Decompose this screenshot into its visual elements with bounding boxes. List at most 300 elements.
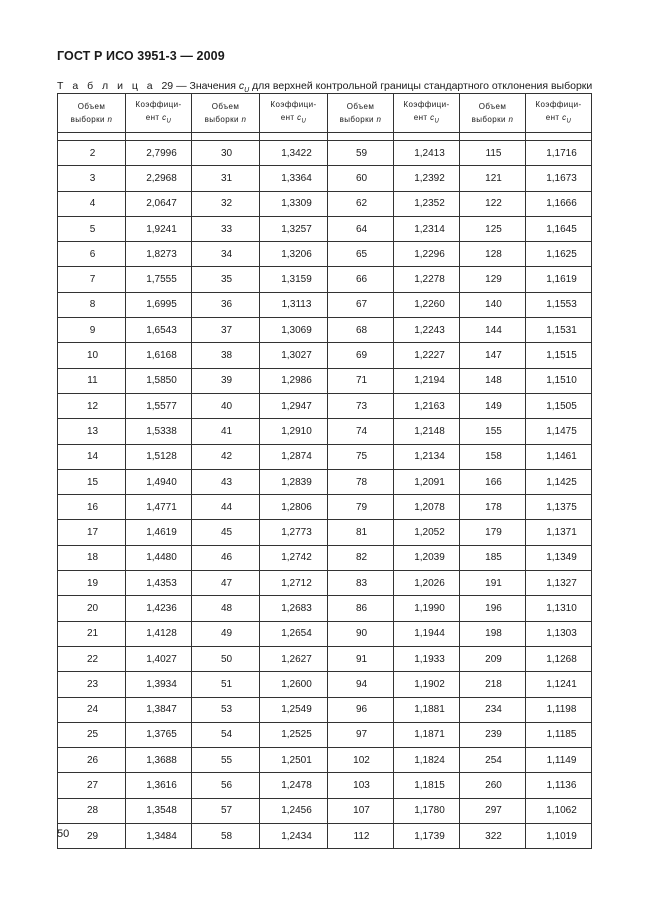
caption-number: 29 xyxy=(161,80,174,92)
sample-size-cell: 20 xyxy=(58,596,126,621)
coefficient-cell: 1,1990 xyxy=(394,596,460,621)
sample-size-cell: 58 xyxy=(192,824,260,849)
coefficient-cell: 1,6995 xyxy=(126,292,192,317)
sample-size-cell: 102 xyxy=(328,748,394,773)
table-row xyxy=(58,824,592,849)
coefficient-cell: 1,5577 xyxy=(126,393,192,418)
table-row xyxy=(58,318,592,343)
coefficient-cell: 1,3206 xyxy=(260,242,328,267)
sample-size-cell: 83 xyxy=(328,571,394,596)
coefficient-cell: 1,4027 xyxy=(126,646,192,671)
sample-size-cell: 297 xyxy=(460,798,526,823)
column-header-line1: Коэффици- xyxy=(535,99,582,109)
caption-text-after: для верхней контрольной границы стандартного отклонения выборки xyxy=(249,80,593,92)
sample-size-cell: 17 xyxy=(58,520,126,545)
caption-subscript: U xyxy=(244,87,250,95)
sample-size-cell: 23 xyxy=(58,672,126,697)
coefficient-cell: 1,1619 xyxy=(526,267,592,292)
column-header-symbol: c xyxy=(562,112,567,122)
coefficient-cell: 1,4940 xyxy=(126,469,192,494)
coefficient-cell: 1,3257 xyxy=(260,216,328,241)
coefficient-cell: 1,2091 xyxy=(394,469,460,494)
table-caption xyxy=(57,80,592,94)
caption-text-before: — Значения xyxy=(173,80,239,92)
coefficient-cell: 1,3159 xyxy=(260,267,328,292)
coefficient-cell: 1,4771 xyxy=(126,495,192,520)
sample-size-cell: 54 xyxy=(192,722,260,747)
coefficient-cell: 1,2413 xyxy=(394,141,460,166)
coefficient-cell: 1,3616 xyxy=(126,773,192,798)
sample-size-cell: 90 xyxy=(328,621,394,646)
sample-size-cell: 4 xyxy=(58,191,126,216)
spacer-cell xyxy=(192,133,260,141)
column-header-coefficient xyxy=(126,94,192,133)
sample-size-cell: 65 xyxy=(328,242,394,267)
column-header-line1: Объем xyxy=(346,102,375,111)
caption-symbol: c xyxy=(238,80,245,92)
sample-size-cell: 51 xyxy=(192,672,260,697)
spacer-cell xyxy=(526,133,592,141)
sample-size-cell: 107 xyxy=(328,798,394,823)
coefficient-cell: 1,7555 xyxy=(126,267,192,292)
sample-size-cell: 96 xyxy=(328,697,394,722)
coefficient-cell: 1,1371 xyxy=(526,520,592,545)
sample-size-cell: 78 xyxy=(328,469,394,494)
sample-size-cell: 11 xyxy=(58,368,126,393)
coefficient-cell: 1,2947 xyxy=(260,393,328,418)
coefficient-cell: 1,3027 xyxy=(260,343,328,368)
coefficient-cell: 1,1902 xyxy=(394,672,460,697)
column-header-line1: Коэффици- xyxy=(135,99,182,109)
coefficient-cell: 1,3765 xyxy=(126,722,192,747)
coefficient-cell: 1,1780 xyxy=(394,798,460,823)
column-header-subscript: U xyxy=(301,118,307,125)
sample-size-cell: 28 xyxy=(58,798,126,823)
column-header-line2: выборки xyxy=(204,115,239,124)
column-header-sample-size xyxy=(58,94,126,133)
sample-size-cell: 74 xyxy=(328,419,394,444)
coefficient-cell: 1,1824 xyxy=(394,748,460,773)
sample-size-cell: 32 xyxy=(192,191,260,216)
coefficient-cell: 1,1198 xyxy=(526,697,592,722)
sample-size-cell: 19 xyxy=(58,571,126,596)
spacer-row xyxy=(58,133,592,141)
coefficient-cell: 1,2052 xyxy=(394,520,460,545)
sample-size-cell: 94 xyxy=(328,672,394,697)
table-row xyxy=(58,748,592,773)
table-row xyxy=(58,545,592,570)
table-row xyxy=(58,267,592,292)
column-header-line2: выборки xyxy=(339,115,374,124)
spacer-cell xyxy=(460,133,526,141)
sample-size-cell: 97 xyxy=(328,722,394,747)
sample-size-cell: 29 xyxy=(58,824,126,849)
column-header-line2: ент xyxy=(413,112,428,122)
sample-size-cell: 42 xyxy=(192,444,260,469)
sample-size-cell: 125 xyxy=(460,216,526,241)
sample-size-cell: 44 xyxy=(192,495,260,520)
sample-size-cell: 35 xyxy=(192,267,260,292)
sample-size-cell: 155 xyxy=(460,419,526,444)
table-row xyxy=(58,773,592,798)
coefficient-cell: 1,2627 xyxy=(260,646,328,671)
sample-size-cell: 38 xyxy=(192,343,260,368)
column-header-symbol: c xyxy=(430,112,435,122)
coefficient-cell: 1,1425 xyxy=(526,469,592,494)
table-row xyxy=(58,368,592,393)
sample-size-cell: 191 xyxy=(460,571,526,596)
column-header-line1: Коэффици- xyxy=(270,99,317,109)
column-header-sample-size xyxy=(460,94,526,133)
document-header: ГОСТ Р ИСО 3951-3 — 2009 xyxy=(57,49,225,63)
column-header-symbol: n xyxy=(376,115,382,124)
sample-size-cell: 16 xyxy=(58,495,126,520)
coefficient-cell: 1,1019 xyxy=(526,824,592,849)
coefficient-cell: 1,2296 xyxy=(394,242,460,267)
sample-size-cell: 62 xyxy=(328,191,394,216)
sample-size-cell: 140 xyxy=(460,292,526,317)
coefficient-cell: 1,2078 xyxy=(394,495,460,520)
coefficient-cell: 1,2260 xyxy=(394,292,460,317)
sample-size-cell: 31 xyxy=(192,166,260,191)
column-header-line1: Коэффици- xyxy=(403,99,450,109)
coefficient-cell: 1,1303 xyxy=(526,621,592,646)
sample-size-cell: 71 xyxy=(328,368,394,393)
sample-size-cell: 158 xyxy=(460,444,526,469)
coefficient-cell: 1,4619 xyxy=(126,520,192,545)
coefficient-cell: 1,1673 xyxy=(526,166,592,191)
sample-size-cell: 86 xyxy=(328,596,394,621)
table-header xyxy=(58,94,592,133)
column-header-line1: Объем xyxy=(478,102,507,111)
column-header-symbol: n xyxy=(107,115,113,124)
coefficient-cell: 1,1666 xyxy=(526,191,592,216)
sample-size-cell: 26 xyxy=(58,748,126,773)
sample-size-cell: 112 xyxy=(328,824,394,849)
table-row xyxy=(58,469,592,494)
coefficient-cell: 1,1349 xyxy=(526,545,592,570)
coefficient-cell: 1,2549 xyxy=(260,697,328,722)
coefficient-cell: 1,2712 xyxy=(260,571,328,596)
coefficient-cell: 1,1505 xyxy=(526,393,592,418)
coefficient-cell: 1,2134 xyxy=(394,444,460,469)
coefficient-cell: 1,1310 xyxy=(526,596,592,621)
coefficient-cell: 1,5338 xyxy=(126,419,192,444)
table-row xyxy=(58,672,592,697)
coefficient-cell: 1,3934 xyxy=(126,672,192,697)
page-number: 50 xyxy=(57,828,70,840)
coefficient-cell: 2,0647 xyxy=(126,191,192,216)
coefficient-cell: 1,6168 xyxy=(126,343,192,368)
spacer-cell xyxy=(126,133,192,141)
sample-size-cell: 254 xyxy=(460,748,526,773)
coefficient-cell: 1,3688 xyxy=(126,748,192,773)
sample-size-cell: 322 xyxy=(460,824,526,849)
coefficient-cell: 1,2986 xyxy=(260,368,328,393)
coefficient-cell: 1,3113 xyxy=(260,292,328,317)
sample-size-cell: 82 xyxy=(328,545,394,570)
table-row xyxy=(58,571,592,596)
coefficient-cell: 1,1149 xyxy=(526,748,592,773)
column-header-line1: Объем xyxy=(77,102,106,111)
header-row xyxy=(58,94,592,133)
coefficient-cell: 1,2478 xyxy=(260,773,328,798)
sample-size-cell: 115 xyxy=(460,141,526,166)
spacer-cell xyxy=(328,133,394,141)
sample-size-cell: 79 xyxy=(328,495,394,520)
spacer-cell xyxy=(260,133,328,141)
table-row xyxy=(58,216,592,241)
coefficient-cell: 1,2654 xyxy=(260,621,328,646)
coefficient-cell: 1,8273 xyxy=(126,242,192,267)
sample-size-cell: 81 xyxy=(328,520,394,545)
sample-size-cell: 55 xyxy=(192,748,260,773)
sample-size-cell: 47 xyxy=(192,571,260,596)
coefficient-cell: 1,3309 xyxy=(260,191,328,216)
sample-size-cell: 67 xyxy=(328,292,394,317)
column-header-symbol: c xyxy=(297,112,302,122)
coefficient-cell: 1,2456 xyxy=(260,798,328,823)
column-header-line2: выборки xyxy=(471,115,506,124)
column-header-coefficient xyxy=(526,94,592,133)
sample-size-cell: 66 xyxy=(328,267,394,292)
sample-size-cell: 91 xyxy=(328,646,394,671)
table-row xyxy=(58,343,592,368)
sample-size-cell: 196 xyxy=(460,596,526,621)
sample-size-cell: 10 xyxy=(58,343,126,368)
sample-size-cell: 12 xyxy=(58,393,126,418)
coefficient-cell: 1,2026 xyxy=(394,571,460,596)
column-header-symbol: n xyxy=(508,115,514,124)
table-row xyxy=(58,242,592,267)
sample-size-cell: 8 xyxy=(58,292,126,317)
sample-size-cell: 59 xyxy=(328,141,394,166)
coefficient-cell: 1,4128 xyxy=(126,621,192,646)
coefficient-cell: 1,2742 xyxy=(260,545,328,570)
column-header-subscript: U xyxy=(434,118,440,125)
column-header-line2: ент xyxy=(280,112,295,122)
sample-size-cell: 3 xyxy=(58,166,126,191)
table-row xyxy=(58,798,592,823)
spacer-cell xyxy=(394,133,460,141)
sample-size-cell: 148 xyxy=(460,368,526,393)
coefficient-cell: 1,2501 xyxy=(260,748,328,773)
sample-size-cell: 7 xyxy=(58,267,126,292)
sample-size-cell: 50 xyxy=(192,646,260,671)
coefficient-cell: 1,2039 xyxy=(394,545,460,570)
column-header-subscript: U xyxy=(566,118,572,125)
table-row xyxy=(58,191,592,216)
coefficient-cell: 1,3847 xyxy=(126,697,192,722)
sample-size-cell: 60 xyxy=(328,166,394,191)
sample-size-cell: 234 xyxy=(460,697,526,722)
coefficient-cell: 1,2910 xyxy=(260,419,328,444)
coefficient-cell: 1,1881 xyxy=(394,697,460,722)
coefficient-cell: 1,1645 xyxy=(526,216,592,241)
sample-size-cell: 14 xyxy=(58,444,126,469)
coefficient-cell: 2,2968 xyxy=(126,166,192,191)
coefficients-table xyxy=(57,93,592,849)
column-header-sample-size xyxy=(328,94,394,133)
sample-size-cell: 15 xyxy=(58,469,126,494)
coefficient-cell: 1,3422 xyxy=(260,141,328,166)
sample-size-cell: 122 xyxy=(460,191,526,216)
sample-size-cell: 198 xyxy=(460,621,526,646)
table-row xyxy=(58,495,592,520)
coefficient-cell: 1,1815 xyxy=(394,773,460,798)
coefficient-cell: 1,6543 xyxy=(126,318,192,343)
table-row xyxy=(58,697,592,722)
coefficient-cell: 1,5128 xyxy=(126,444,192,469)
sample-size-cell: 37 xyxy=(192,318,260,343)
coefficient-cell: 1,2839 xyxy=(260,469,328,494)
table-row xyxy=(58,393,592,418)
sample-size-cell: 56 xyxy=(192,773,260,798)
coefficient-cell: 1,1553 xyxy=(526,292,592,317)
sample-size-cell: 144 xyxy=(460,318,526,343)
coefficient-cell: 1,2600 xyxy=(260,672,328,697)
coefficient-cell: 1,1944 xyxy=(394,621,460,646)
coefficient-cell: 1,9241 xyxy=(126,216,192,241)
coefficient-cell: 1,1475 xyxy=(526,419,592,444)
table-body xyxy=(58,133,592,849)
coefficient-cell: 1,2392 xyxy=(394,166,460,191)
sample-size-cell: 27 xyxy=(58,773,126,798)
table-row xyxy=(58,646,592,671)
sample-size-cell: 69 xyxy=(328,343,394,368)
coefficient-cell: 1,2352 xyxy=(394,191,460,216)
column-header-coefficient xyxy=(394,94,460,133)
coefficient-cell: 1,2148 xyxy=(394,419,460,444)
coefficient-cell: 1,1933 xyxy=(394,646,460,671)
column-header-coefficient xyxy=(260,94,328,133)
sample-size-cell: 21 xyxy=(58,621,126,646)
table-row xyxy=(58,419,592,444)
table-row xyxy=(58,166,592,191)
caption-label: Т а б л и ц а xyxy=(57,80,156,92)
sample-size-cell: 9 xyxy=(58,318,126,343)
coefficient-cell: 1,4236 xyxy=(126,596,192,621)
sample-size-cell: 6 xyxy=(58,242,126,267)
coefficient-cell: 1,1515 xyxy=(526,343,592,368)
sample-size-cell: 209 xyxy=(460,646,526,671)
column-header-subscript: U xyxy=(166,118,172,125)
sample-size-cell: 36 xyxy=(192,292,260,317)
coefficient-cell: 1,1716 xyxy=(526,141,592,166)
table-row xyxy=(58,722,592,747)
coefficient-cell: 1,1871 xyxy=(394,722,460,747)
sample-size-cell: 179 xyxy=(460,520,526,545)
sample-size-cell: 5 xyxy=(58,216,126,241)
coefficient-cell: 1,2434 xyxy=(260,824,328,849)
sample-size-cell: 57 xyxy=(192,798,260,823)
table-row xyxy=(58,141,592,166)
spacer-cell xyxy=(58,133,126,141)
table-row xyxy=(58,621,592,646)
sample-size-cell: 218 xyxy=(460,672,526,697)
coefficient-cell: 1,3364 xyxy=(260,166,328,191)
coefficient-cell: 1,1268 xyxy=(526,646,592,671)
table-row xyxy=(58,520,592,545)
sample-size-cell: 128 xyxy=(460,242,526,267)
sample-size-cell: 68 xyxy=(328,318,394,343)
coefficient-cell: 1,2227 xyxy=(394,343,460,368)
sample-size-cell: 13 xyxy=(58,419,126,444)
column-header-line2: выборки xyxy=(70,115,105,124)
coefficient-cell: 1,2163 xyxy=(394,393,460,418)
sample-size-cell: 40 xyxy=(192,393,260,418)
sample-size-cell: 30 xyxy=(192,141,260,166)
coefficient-cell: 1,1327 xyxy=(526,571,592,596)
coefficient-cell: 1,1531 xyxy=(526,318,592,343)
sample-size-cell: 64 xyxy=(328,216,394,241)
coefficient-cell: 1,1241 xyxy=(526,672,592,697)
sample-size-cell: 53 xyxy=(192,697,260,722)
sample-size-cell: 178 xyxy=(460,495,526,520)
coefficient-cell: 1,2525 xyxy=(260,722,328,747)
sample-size-cell: 49 xyxy=(192,621,260,646)
coefficient-cell: 1,2806 xyxy=(260,495,328,520)
table-row xyxy=(58,444,592,469)
column-header-symbol: n xyxy=(241,115,247,124)
sample-size-cell: 48 xyxy=(192,596,260,621)
sample-size-cell: 239 xyxy=(460,722,526,747)
coefficient-cell: 2,7996 xyxy=(126,141,192,166)
coefficient-cell: 1,4480 xyxy=(126,545,192,570)
column-header-line1: Объем xyxy=(211,102,240,111)
sample-size-cell: 149 xyxy=(460,393,526,418)
column-header-line2: ент xyxy=(145,112,160,122)
coefficient-cell: 1,1062 xyxy=(526,798,592,823)
sample-size-cell: 25 xyxy=(58,722,126,747)
coefficient-cell: 1,3069 xyxy=(260,318,328,343)
coefficient-cell: 1,3484 xyxy=(126,824,192,849)
coefficient-cell: 1,4353 xyxy=(126,571,192,596)
sample-size-cell: 2 xyxy=(58,141,126,166)
sample-size-cell: 34 xyxy=(192,242,260,267)
sample-size-cell: 75 xyxy=(328,444,394,469)
sample-size-cell: 22 xyxy=(58,646,126,671)
coefficient-cell: 1,1461 xyxy=(526,444,592,469)
sample-size-cell: 43 xyxy=(192,469,260,494)
sample-size-cell: 185 xyxy=(460,545,526,570)
coefficient-cell: 1,2243 xyxy=(394,318,460,343)
coefficient-cell: 1,1510 xyxy=(526,368,592,393)
coefficient-cell: 1,2773 xyxy=(260,520,328,545)
sample-size-cell: 24 xyxy=(58,697,126,722)
sample-size-cell: 46 xyxy=(192,545,260,570)
table-row xyxy=(58,292,592,317)
column-header-symbol: c xyxy=(162,112,167,122)
column-header-sample-size xyxy=(192,94,260,133)
coefficient-cell: 1,1739 xyxy=(394,824,460,849)
sample-size-cell: 260 xyxy=(460,773,526,798)
sample-size-cell: 41 xyxy=(192,419,260,444)
column-header-line2: ент xyxy=(545,112,560,122)
coefficient-cell: 1,1136 xyxy=(526,773,592,798)
sample-size-cell: 121 xyxy=(460,166,526,191)
table-row xyxy=(58,596,592,621)
coefficient-cell: 1,2683 xyxy=(260,596,328,621)
sample-size-cell: 39 xyxy=(192,368,260,393)
sample-size-cell: 166 xyxy=(460,469,526,494)
sample-size-cell: 103 xyxy=(328,773,394,798)
coefficient-cell: 1,1185 xyxy=(526,722,592,747)
coefficient-cell: 1,3548 xyxy=(126,798,192,823)
sample-size-cell: 45 xyxy=(192,520,260,545)
sample-size-cell: 129 xyxy=(460,267,526,292)
sample-size-cell: 33 xyxy=(192,216,260,241)
